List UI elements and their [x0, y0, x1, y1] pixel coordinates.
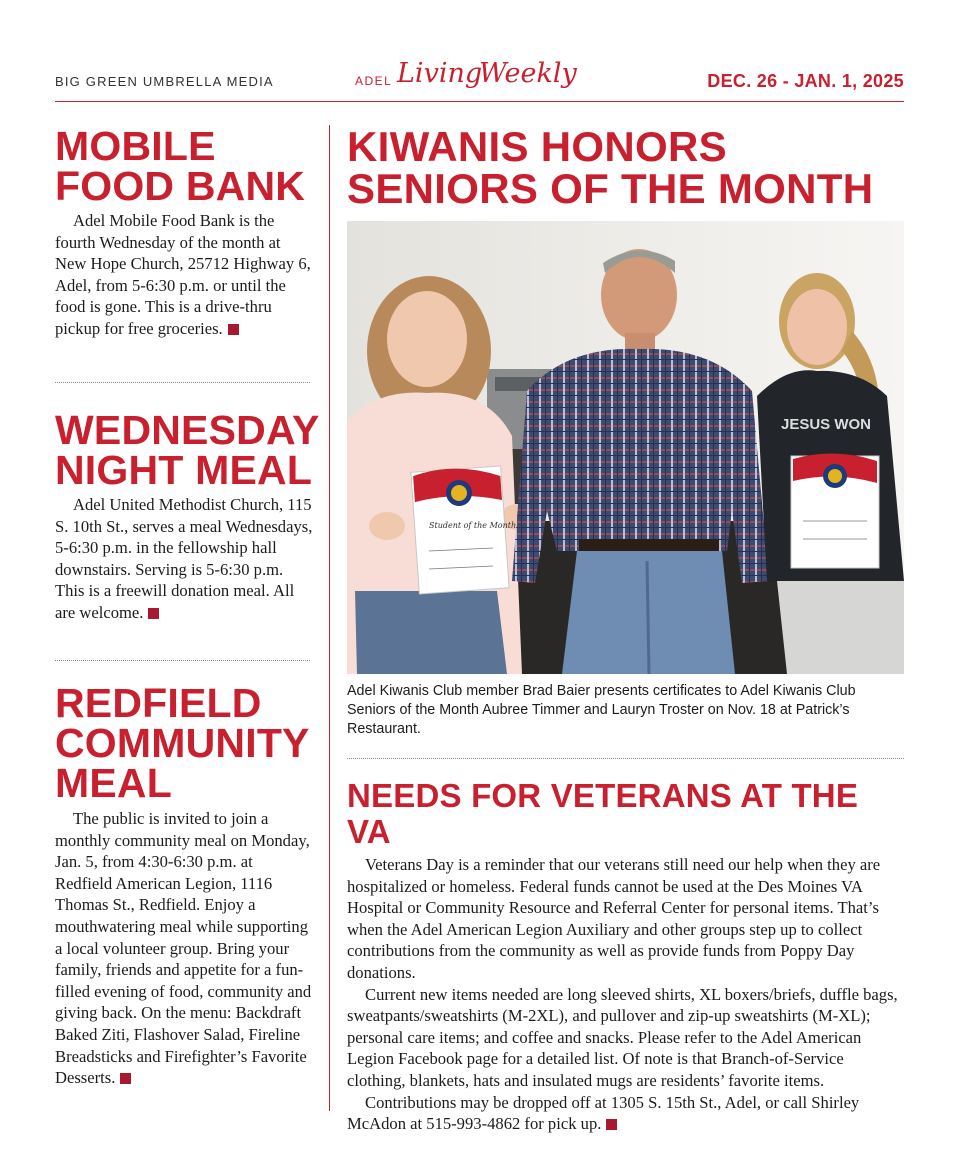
story-body — [347, 854, 904, 1135]
certificate-left — [411, 465, 516, 594]
story-separator — [347, 758, 904, 759]
certificate-right — [791, 453, 879, 568]
kiwanis-photo — [347, 221, 904, 674]
story-headline: NEEDS FOR VETERANS AT THE VA — [347, 777, 859, 850]
story-headline: KIWANIS HONORS SENIORS OF THE MONTH — [347, 123, 874, 212]
story-veterans — [347, 778, 904, 1135]
story-separator — [55, 660, 310, 661]
photo-caption: Adel Kiwanis Club member Brad Baier presents certificates to Adel Kiwanis Club Seniors of the Month Aubree Timmer and Lauryn Troster on Nov. 18 at Patrick’s Restaurant. — [347, 683, 856, 737]
publication-logo — [355, 60, 585, 102]
certificate-title: Student of the Month — [429, 521, 517, 530]
sweatshirt-text: JESUS WON — [781, 416, 872, 433]
story-body — [55, 210, 313, 340]
publisher-name: BIG GREEN UMBRELLA MEDIA — [55, 74, 274, 89]
story-paragraph: Adel Mobile Food Bank is the fourth Wednesday of the month at New Hope Church, 25712 Highway 6, Adel, from 5-6:30 p.m. or until the food is gone. This is a drive-thru pickup for free groceries. — [55, 211, 311, 338]
story-wednesday-night-meal — [55, 407, 319, 624]
story-paragraph: Veterans Day is a reminder that our veterans still need our help when they are hospitalized or homeless. Federal funds cannot be used at the Des Moines VA Hospital or Community Resource and Referral Center for personal items. That’s when the Adel American Legion Auxiliary and other groups step up to collect contributions from the community as well as provide funds from Poppy Day donations. — [347, 855, 881, 982]
story-redfield-community-meal — [55, 680, 313, 1089]
story-paragraph: Current new items needed are long sleeved shirts, XL boxers/briefs, duffle bags, sweatpants/sweatshirts (M-2XL), and pullover and zip-up sweatshirts (M-XL); personal care items; and coffee and snacks. Please refer to the Adel American Legion Facebook page for a detailed list. Of note is that Branch-of-Service clothing, blankets, hats and insulated mugs are residents’ favorite items. — [347, 984, 898, 1090]
masthead-rule — [55, 101, 904, 102]
end-mark-icon — [120, 1073, 131, 1084]
story-paragraph: The public is invited to join a monthly community meal on Monday, Jan. 5, from 4:30-6:30 p.m. at Redfield American Legion, 1116 Thomas St., Redfield. Enjoy a mouthwatering meal while supporting a local volunteer group. Bring your family, friends and appetite for a fun-filled evening of food, community and giving back. On the menu: Backdraft Baked Ziti, Flashover Salad, Fireline Breadsticks and Firefighter’s Favorite Desserts. — [55, 809, 312, 1088]
end-mark-icon — [606, 1119, 617, 1130]
story-mobile-food-bank — [55, 123, 313, 340]
column-divider — [329, 125, 330, 1111]
story-headline: WEDNESDAY NIGHT MEAL — [55, 407, 319, 493]
masthead — [55, 60, 904, 102]
issue-date: DEC. 26 - JAN. 1, 2025 — [707, 71, 904, 91]
story-paragraph: Adel United Methodist Church, 115 S. 10th St., serves a meal Wednesdays, 5-6:30 p.m. in the fellowship hall downstairs. Serving is 5-6:30 p.m. This is a freewill donation meal. All are welcome. — [55, 495, 313, 622]
story-headline: REDFIELD COMMUNITY MEAL — [55, 680, 309, 806]
logo-adel: ADEL — [355, 74, 393, 88]
logo-living: Living — [397, 58, 483, 89]
story-body — [55, 808, 313, 1089]
story-paragraph: Contributions may be dropped off at 1305 S. 15th St., Adel, or call Shirley McAdon at 515-993-4862 for pick up. — [347, 1092, 860, 1134]
story-headline: MOBILE FOOD BANK — [55, 123, 306, 209]
story-body — [55, 494, 313, 624]
story-kiwanis — [347, 123, 904, 212]
story-separator — [55, 382, 310, 383]
logo-weekly: Weekly — [479, 58, 577, 89]
end-mark-icon — [148, 608, 159, 619]
end-mark-icon — [228, 324, 239, 335]
